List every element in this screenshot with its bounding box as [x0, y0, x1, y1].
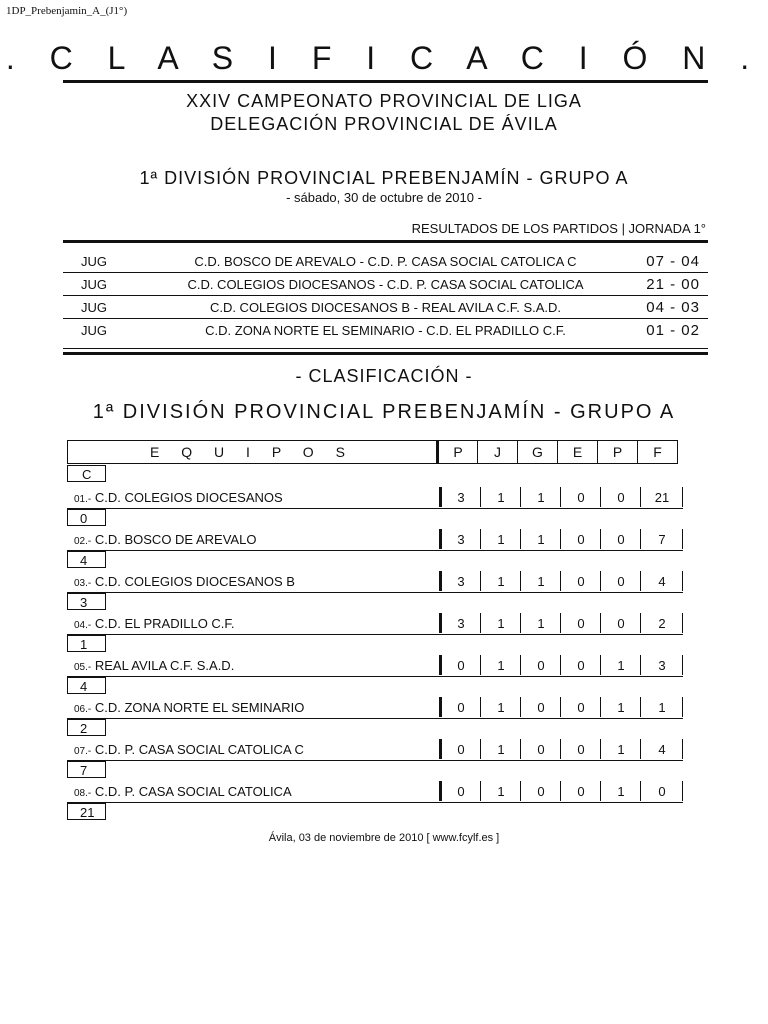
stat-f: 3 [640, 655, 683, 675]
stat-p: 3 [439, 487, 480, 507]
stat-f: 2 [640, 613, 683, 633]
stat-e: 0 [560, 781, 601, 801]
table-row [67, 487, 683, 509]
stat-pd: 0 [600, 487, 641, 507]
stat-p: 3 [439, 529, 480, 549]
stat-f: 4 [640, 739, 683, 759]
match-status: JUG [81, 323, 107, 338]
match-status: JUG [81, 300, 107, 315]
table-row [67, 571, 683, 593]
stat-g: 1 [520, 487, 561, 507]
team-label: C.D. P. CASA SOCIAL CATOLICA C [94, 742, 304, 757]
stat-g: 0 [520, 655, 561, 675]
stat-p: 0 [439, 781, 480, 801]
stat-f: 7 [640, 529, 683, 549]
stat-p: 0 [439, 739, 480, 759]
team-position: 07.- [74, 746, 92, 757]
table-row [67, 529, 683, 551]
stat-p: 3 [439, 571, 480, 591]
team-name [74, 490, 283, 505]
stat-c: 21 [67, 803, 106, 820]
stat-f: 0 [640, 781, 683, 801]
page-title: . C L A S I F I C A C I Ó N . [5, 40, 763, 76]
team-position: 08.- [74, 788, 92, 799]
stat-c: 4 [67, 677, 106, 694]
team-label: C.D. COLEGIOS DIOCESANOS [94, 490, 283, 505]
standings-heading: - CLASIFICACIÓN - [295, 366, 473, 386]
stat-e: 0 [560, 571, 601, 591]
match-teams: C.D. COLEGIOS DIOCESANOS - C.D. P. CASA SOCIAL CATOLICA [187, 277, 584, 292]
table-row [67, 781, 683, 803]
stat-c: 1 [67, 635, 106, 652]
stat-e: 0 [560, 739, 601, 759]
stat-pd: 0 [600, 613, 641, 633]
stat-g: 1 [520, 613, 561, 633]
team-position: 02.- [74, 536, 92, 547]
match-status: JUG [81, 277, 107, 292]
standings-division: 1ª DIVISIÓN PROVINCIAL PREBENJAMÍN - GRUPO A [92, 401, 676, 423]
match-row [63, 319, 708, 341]
match-teams: C.D. COLEGIOS DIOCESANOS B - REAL AVILA C.F. S.A.D. [209, 300, 562, 315]
stat-g: 0 [520, 697, 561, 717]
team-name [74, 742, 304, 757]
championship-title: XXIV CAMPEONATO PROVINCIAL DE LIGA [186, 91, 582, 111]
stat-e: 0 [560, 487, 601, 507]
row-end-border [682, 697, 683, 717]
team-label: C.D. BOSCO DE AREVALO [94, 532, 257, 547]
header-e: E [557, 441, 597, 463]
stat-p: 0 [439, 697, 480, 717]
match-row [63, 296, 708, 318]
row-end-border [682, 655, 683, 675]
match-teams: C.D. ZONA NORTE EL SEMINARIO - C.D. EL PRADILLO C.F. [205, 323, 566, 338]
division-title: 1ª DIVISIÓN PROVINCIAL PREBENJAMÍN - GRUPO A [139, 168, 629, 188]
team-label: C.D. ZONA NORTE EL SEMINARIO [94, 700, 305, 715]
stat-pd: 0 [600, 571, 641, 591]
stat-g: 1 [520, 529, 561, 549]
team-name [74, 658, 234, 673]
results-top-rule [63, 240, 708, 243]
stat-c: 2 [67, 719, 106, 736]
stat-pd: 1 [600, 781, 641, 801]
results-title: RESULTADOS DE LOS PARTIDOS | JORNADA 1° [411, 221, 706, 236]
match-teams: C.D. BOSCO DE AREVALO - C.D. P. CASA SOCIAL CATOLICA C [194, 254, 577, 269]
stat-g: 0 [520, 781, 561, 801]
stat-j: 1 [480, 781, 521, 801]
stat-j: 1 [480, 697, 521, 717]
stat-f: 1 [640, 697, 683, 717]
stat-e: 0 [560, 697, 601, 717]
match-status: JUG [81, 254, 107, 269]
team-label: C.D. P. CASA SOCIAL CATOLICA [94, 784, 292, 799]
table-row [67, 613, 683, 635]
stat-e: 0 [560, 655, 601, 675]
document-label: 1DP_Prebenjamin_A_(J1°) [6, 5, 128, 17]
standings-header [67, 440, 678, 464]
table-row [67, 697, 683, 719]
stat-f: 4 [640, 571, 683, 591]
stat-e: 0 [560, 613, 601, 633]
stat-g: 0 [520, 739, 561, 759]
stat-e: 0 [560, 529, 601, 549]
stat-c: 4 [67, 551, 106, 568]
results-bottom-rule-thin [63, 348, 708, 349]
stat-c: 0 [67, 509, 106, 526]
team-label: C.D. COLEGIOS DIOCESANOS B [94, 574, 295, 589]
stat-j: 1 [480, 655, 521, 675]
stat-c: 3 [67, 593, 106, 610]
team-label: REAL AVILA C.F. S.A.D. [94, 658, 235, 673]
team-name [74, 616, 235, 631]
header-f: F [637, 441, 677, 463]
header-g: G [517, 441, 557, 463]
match-score: 01 - 02 [646, 322, 700, 339]
row-end-border [682, 529, 683, 549]
team-name [74, 700, 304, 715]
table-row [67, 739, 683, 761]
table-row [67, 655, 683, 677]
team-position: 01.- [74, 494, 92, 505]
stat-j: 1 [480, 739, 521, 759]
stat-g: 1 [520, 571, 561, 591]
team-position: 05.- [74, 662, 92, 673]
header-p: P [436, 441, 477, 463]
team-position: 06.- [74, 704, 92, 715]
row-end-border [682, 739, 683, 759]
stat-pd: 1 [600, 697, 641, 717]
row-end-border [682, 487, 683, 507]
delegation-title: DELEGACIÓN PROVINCIAL DE ÁVILA [210, 114, 558, 134]
team-name [74, 532, 256, 547]
stat-f: 21 [640, 487, 683, 507]
stat-pd: 1 [600, 655, 641, 675]
stat-pd: 0 [600, 529, 641, 549]
title-rule [63, 80, 708, 83]
results-bottom-rule [63, 352, 708, 355]
footer: Ávila, 03 de noviembre de 2010 [ www.fcylf.es ] [268, 832, 500, 844]
stat-pd: 1 [600, 739, 641, 759]
match-row [63, 250, 708, 272]
match-score: 04 - 03 [646, 299, 700, 316]
header-j: J [477, 441, 517, 463]
header-equipos: E Q U I P O S [150, 444, 354, 460]
team-position: 03.- [74, 578, 92, 589]
stat-j: 1 [480, 571, 521, 591]
row-end-border [682, 613, 683, 633]
stat-j: 1 [480, 529, 521, 549]
team-label: C.D. EL PRADILLO C.F. [94, 616, 235, 631]
team-name [74, 574, 295, 589]
header-p-lost: P [597, 441, 637, 463]
stat-p: 3 [439, 613, 480, 633]
row-end-border [682, 781, 683, 801]
stat-j: 1 [480, 487, 521, 507]
stat-j: 1 [480, 613, 521, 633]
match-date: - sábado, 30 de octubre de 2010 - [286, 190, 482, 205]
stat-c: 7 [67, 761, 106, 778]
match-row [63, 273, 708, 295]
team-position: 04.- [74, 620, 92, 631]
header-c: C [67, 465, 106, 482]
match-score: 21 - 00 [646, 276, 700, 293]
match-score: 07 - 04 [646, 253, 700, 270]
stat-p: 0 [439, 655, 480, 675]
team-name [74, 784, 292, 799]
row-end-border [682, 571, 683, 591]
